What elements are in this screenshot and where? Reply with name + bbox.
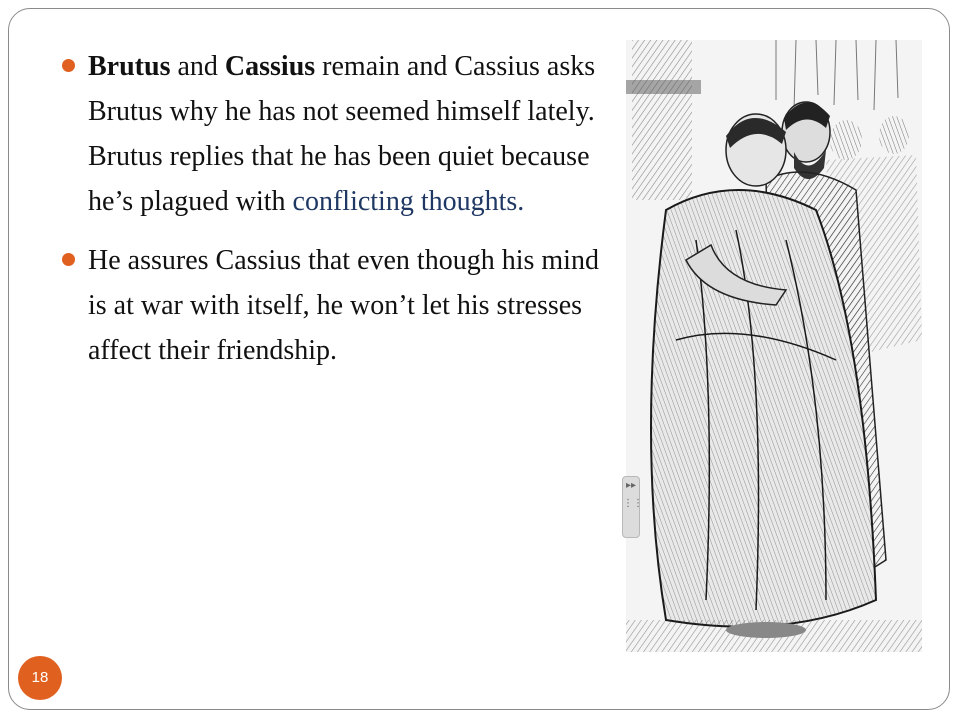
nav-arrows-icon: ▸▸ bbox=[625, 480, 637, 491]
bullet-text: He assures Cassius that even though his mind is at war with itself, he won’t let his stresses affect their friendship. bbox=[88, 245, 599, 366]
bullet-item bbox=[62, 44, 622, 224]
bullet-bold-brutus: Brutus bbox=[88, 51, 171, 82]
engraving-illustration-icon bbox=[626, 40, 922, 652]
bullet-dot-icon bbox=[62, 253, 75, 266]
bullet-item bbox=[62, 238, 622, 373]
bullet-text: and bbox=[170, 51, 225, 82]
nav-dots-icon: ⋮⋮ bbox=[623, 498, 643, 509]
bullet-dot-icon bbox=[62, 59, 75, 72]
bullet-accent-text: conflicting thoughts. bbox=[292, 186, 525, 217]
page-number-badge: 18 bbox=[18, 656, 62, 700]
bullet-list bbox=[62, 44, 622, 387]
bullet-bold-cassius: Cassius bbox=[224, 51, 316, 82]
slide-nav-handle[interactable] bbox=[622, 476, 643, 538]
bullet-text: remain and Cassius asks Brutus why he has not seemed himself lately. Brutus replies that he has been quiet because he’s plagued with bbox=[88, 51, 596, 217]
